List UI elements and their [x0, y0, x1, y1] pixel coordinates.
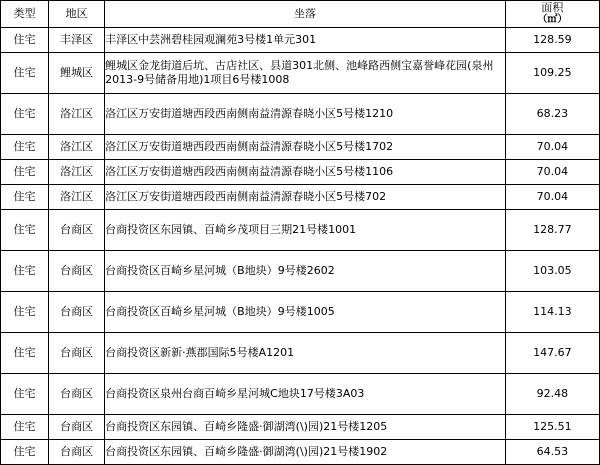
- cell-region: 洛江区: [49, 135, 105, 160]
- cell-size: 147.67: [505, 333, 599, 374]
- cell-region: 丰泽区: [49, 28, 105, 53]
- table-row[interactable]: [1, 374, 600, 415]
- table-header: [1, 1, 600, 28]
- cell-type: 住宅: [1, 292, 49, 333]
- cell-address: 台商投资区东园镇、百崎乡茂项目三期21号楼1001: [105, 210, 506, 251]
- header-row: [1, 1, 600, 28]
- cell-address: 台商投资区泉州台商百崎乡星河城C地块17号楼3A03: [105, 374, 506, 415]
- cell-size: 103.05: [505, 251, 599, 292]
- header-type: 类型: [1, 1, 49, 28]
- table-row[interactable]: [1, 292, 600, 333]
- cell-type: 住宅: [1, 333, 49, 374]
- cell-address: 台商投资区新新·燕郡国际5号楼A1201: [105, 333, 506, 374]
- table-row[interactable]: [1, 440, 600, 465]
- table-row[interactable]: [1, 53, 600, 94]
- cell-size: 109.25: [505, 53, 599, 94]
- cell-region: 洛江区: [49, 185, 105, 210]
- table-row[interactable]: [1, 210, 600, 251]
- cell-size: 125.51: [505, 415, 599, 440]
- cell-region: 台商区: [49, 292, 105, 333]
- table-row[interactable]: [1, 28, 600, 53]
- cell-type: 住宅: [1, 53, 49, 94]
- cell-type: 住宅: [1, 374, 49, 415]
- cell-address: 台商投资区百崎乡星河城（B地块）9号楼1005: [105, 292, 506, 333]
- header-address: 坐落: [105, 1, 506, 28]
- cell-size: 68.23: [505, 94, 599, 135]
- cell-size: 70.04: [505, 135, 599, 160]
- cell-size: 128.59: [505, 28, 599, 53]
- cell-type: 住宅: [1, 440, 49, 465]
- cell-address: 台商投资区百崎乡星河城（B地块）9号楼2602: [105, 251, 506, 292]
- cell-type: 住宅: [1, 210, 49, 251]
- header-size: [505, 1, 599, 28]
- cell-size: 114.13: [505, 292, 599, 333]
- cell-address: 洛江区万安街道塘西段西南侧南益清源春晓小区5号楼1210: [105, 94, 506, 135]
- cell-region: 洛江区: [49, 160, 105, 185]
- cell-address: 洛江区万安街道塘西段西南侧南益清源春晓小区5号楼702: [105, 185, 506, 210]
- table-row[interactable]: [1, 251, 600, 292]
- cell-address: 台商投资区东园镇、百崎乡隆盛·御湖湾(\)园)21号楼1205: [105, 415, 506, 440]
- cell-address: 丰泽区中芸洲碧桂园观澜苑3号楼1单元301: [105, 28, 506, 53]
- cell-type: 住宅: [1, 251, 49, 292]
- cell-region: 台商区: [49, 251, 105, 292]
- header-region: 地区: [49, 1, 105, 28]
- cell-address: 鲤城区金龙街道后坑、古店社区、县道301北侧、池峰路西侧宝嘉誉峰花园(泉州2013-9号储备用地)1项目6号楼1008: [105, 53, 506, 94]
- cell-region: 台商区: [49, 415, 105, 440]
- cell-address: 洛江区万安街道塘西段西南侧南益清源春晓小区5号楼1106: [105, 160, 506, 185]
- header-size-unit: （㎡）: [537, 14, 568, 26]
- cell-region: 台商区: [49, 374, 105, 415]
- cell-region: 洛江区: [49, 94, 105, 135]
- cell-size: 128.77: [505, 210, 599, 251]
- cell-type: 住宅: [1, 415, 49, 440]
- table-body: [1, 28, 600, 465]
- header-size-title: 面积: [541, 1, 564, 15]
- table-row[interactable]: [1, 415, 600, 440]
- cell-type: 住宅: [1, 94, 49, 135]
- cell-size: 64.53: [505, 440, 599, 465]
- table-row[interactable]: [1, 135, 600, 160]
- table-row[interactable]: [1, 94, 600, 135]
- table-row[interactable]: [1, 185, 600, 210]
- cell-type: 住宅: [1, 135, 49, 160]
- cell-region: 台商区: [49, 210, 105, 251]
- cell-type: 住宅: [1, 28, 49, 53]
- cell-type: 住宅: [1, 185, 49, 210]
- cell-size: 92.48: [505, 374, 599, 415]
- cell-size: 70.04: [505, 185, 599, 210]
- cell-type: 住宅: [1, 160, 49, 185]
- cell-size: 70.04: [505, 160, 599, 185]
- cell-region: 鲤城区: [49, 53, 105, 94]
- cell-region: 台商区: [49, 440, 105, 465]
- cell-address: 台商投资区东园镇、百崎乡隆盛·御湖湾(\)园)21号楼1902: [105, 440, 506, 465]
- cell-address: 洛江区万安街道塘西段西南侧南益清源春晓小区5号楼1702: [105, 135, 506, 160]
- table-row[interactable]: [1, 333, 600, 374]
- cell-region: 台商区: [49, 333, 105, 374]
- table-row[interactable]: [1, 160, 600, 185]
